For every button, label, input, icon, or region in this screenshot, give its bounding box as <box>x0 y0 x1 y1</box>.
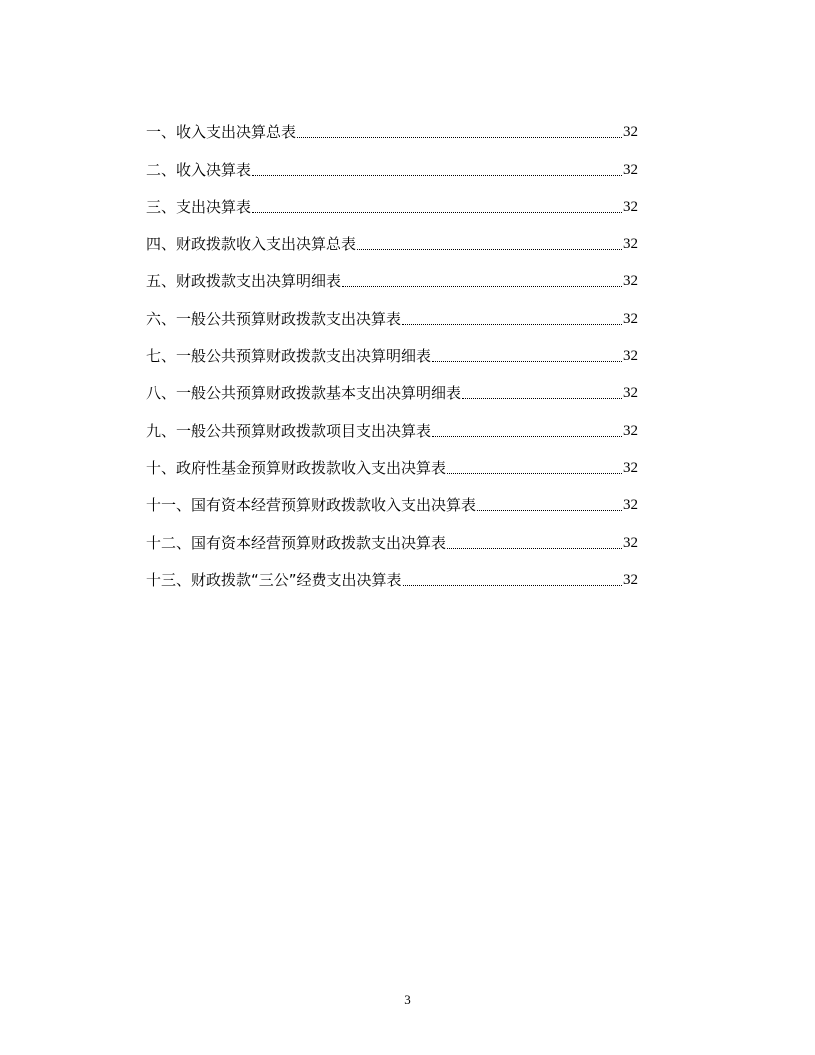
toc-entry-page: 32 <box>623 273 638 290</box>
toc-entry-page: 32 <box>623 459 638 476</box>
toc-entry-title: 五、财政拨款支出决算明细表 <box>146 272 342 291</box>
toc-entry-page: 32 <box>623 236 638 253</box>
dot-leader <box>447 548 622 549</box>
toc-entry[interactable] <box>146 257 638 294</box>
toc-entry-title: 七、一般公共预算财政拨款支出决算明细表 <box>146 347 432 366</box>
toc-entry-page: 32 <box>623 534 638 551</box>
dot-leader <box>252 175 622 176</box>
dot-leader <box>297 137 622 138</box>
toc-entry[interactable] <box>146 220 638 257</box>
toc-entry[interactable] <box>146 108 638 145</box>
dot-leader <box>252 212 622 213</box>
toc-entry-title: 十三、财政拨款“三公”经费支出决算表 <box>146 570 402 589</box>
dot-leader <box>432 361 622 362</box>
toc-entry[interactable] <box>146 556 638 593</box>
dot-leader <box>342 286 622 287</box>
page-number: 3 <box>404 992 411 1007</box>
toc-entry[interactable] <box>146 332 638 369</box>
dot-leader <box>432 436 622 437</box>
toc-entry[interactable] <box>146 369 638 406</box>
toc-entry-title: 一、收入支出决算总表 <box>146 123 297 142</box>
dot-leader <box>462 398 622 399</box>
toc-entry[interactable] <box>146 518 638 555</box>
toc-entry-page: 32 <box>623 124 638 141</box>
toc-entry[interactable] <box>146 145 638 182</box>
toc-entry-page: 32 <box>623 571 638 588</box>
table-of-contents <box>146 108 638 593</box>
toc-entry[interactable] <box>146 183 638 220</box>
toc-entry-page: 32 <box>623 348 638 365</box>
toc-entry-title: 十二、国有资本经营预算财政拨款支出决算表 <box>146 533 447 552</box>
toc-entry-title: 六、一般公共预算财政拨款支出决算表 <box>146 309 402 328</box>
toc-entry-title: 三、支出决算表 <box>146 197 252 216</box>
toc-entry[interactable] <box>146 406 638 443</box>
toc-entry-page: 32 <box>623 385 638 402</box>
toc-entry-title: 二、收入决算表 <box>146 160 252 179</box>
toc-entry[interactable] <box>146 481 638 518</box>
toc-entry-title: 八、一般公共预算财政拨款基本支出决算明细表 <box>146 384 462 403</box>
toc-entry-page: 32 <box>623 422 638 439</box>
toc-entry-title: 十一、国有资本经营预算财政拨款收入支出决算表 <box>146 496 477 515</box>
dot-leader <box>403 585 622 586</box>
toc-entry[interactable] <box>146 294 638 331</box>
toc-entry-page: 32 <box>623 161 638 178</box>
dot-leader <box>447 473 622 474</box>
dot-leader <box>357 249 622 250</box>
toc-entry-title: 四、财政拨款收入支出决算总表 <box>146 235 357 254</box>
toc-entry-title: 九、一般公共预算财政拨款项目支出决算表 <box>146 421 432 440</box>
toc-entry-title: 十、政府性基金预算财政拨款收入支出决算表 <box>146 458 447 477</box>
toc-entry-page: 32 <box>623 310 638 327</box>
dot-leader <box>477 510 622 511</box>
toc-entry[interactable] <box>146 444 638 481</box>
toc-entry-page: 32 <box>623 198 638 215</box>
toc-entry-page: 32 <box>623 497 638 514</box>
dot-leader <box>402 324 622 325</box>
